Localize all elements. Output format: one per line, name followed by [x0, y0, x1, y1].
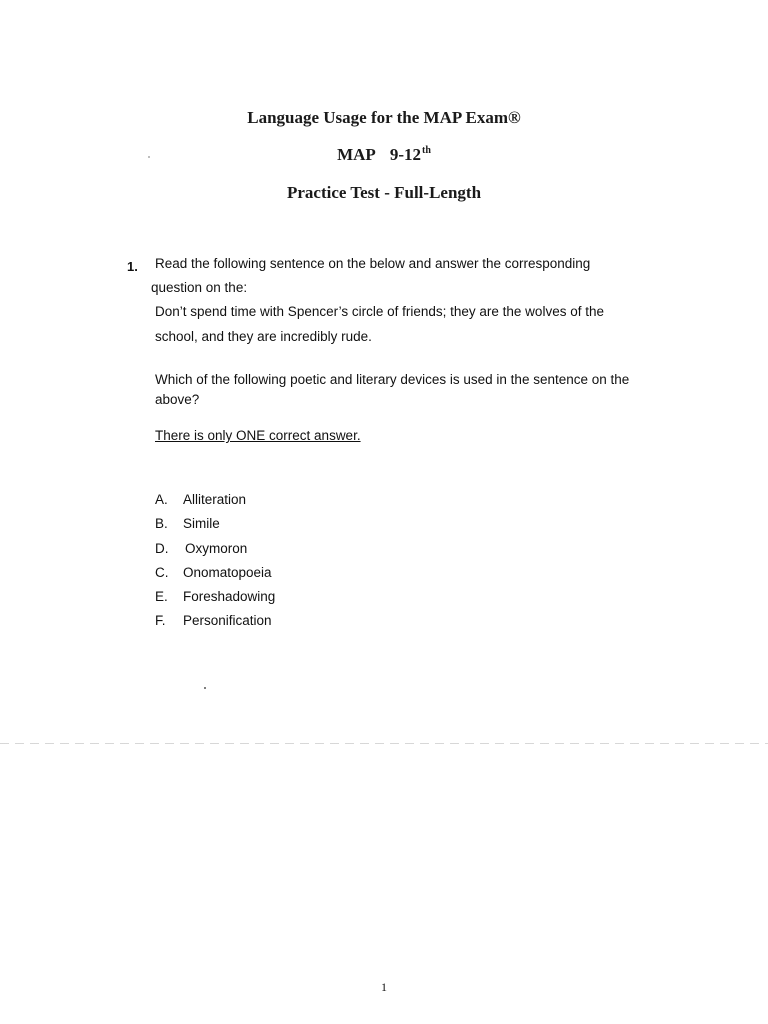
question-line: question on the:: [151, 280, 248, 295]
option-letter: E.: [155, 589, 168, 604]
question-number: 1.: [127, 259, 138, 274]
option-letter: C.: [155, 565, 169, 580]
option-text: Simile: [183, 516, 220, 531]
page-number: 1: [381, 980, 387, 994]
option-letter: F.: [155, 613, 166, 628]
test-title: Practice Test - Full-Length: [286, 183, 482, 202]
option-letter: A.: [155, 492, 168, 507]
question-line: Read the following sentence on the below and answer the corresponding: [155, 256, 591, 271]
grade-suffix: th: [421, 145, 431, 156]
option-text: Onomatopoeia: [183, 565, 272, 580]
map-label: MAP: [337, 145, 376, 164]
option-letter: D.: [155, 541, 169, 556]
answer-instruction: There is only ONE correct answer.: [155, 428, 361, 443]
answer-option: [155, 541, 355, 556]
answer-option: [155, 589, 355, 604]
scan-artifact-line: [0, 743, 768, 744]
answer-option: [155, 492, 355, 507]
scan-speck: [204, 687, 206, 689]
scan-speck: [148, 156, 150, 158]
exam-grade-line: [0, 145, 768, 165]
question-sentence-line: Don’t spend time with Spencer’s circle of friends; they are the wolves of the: [155, 304, 604, 319]
answer-option: [155, 613, 355, 628]
answer-option: [155, 565, 355, 580]
option-text: Alliteration: [183, 492, 247, 507]
option-text: Foreshadowing: [183, 589, 276, 604]
question-prompt-line: Which of the following poetic and literary devices is used in the sentence on the: [155, 372, 630, 387]
question-sentence-line: school, and they are incredibly rude.: [155, 329, 372, 344]
option-letter: B.: [155, 516, 168, 531]
question-prompt-line: above?: [155, 392, 200, 407]
option-text: Personification: [183, 613, 272, 628]
document-title: Language Usage for the MAP Exam®: [247, 108, 521, 127]
grade-range: 9-12: [389, 145, 421, 164]
option-text: Oxymoron: [185, 541, 248, 556]
answer-option: [155, 516, 355, 531]
